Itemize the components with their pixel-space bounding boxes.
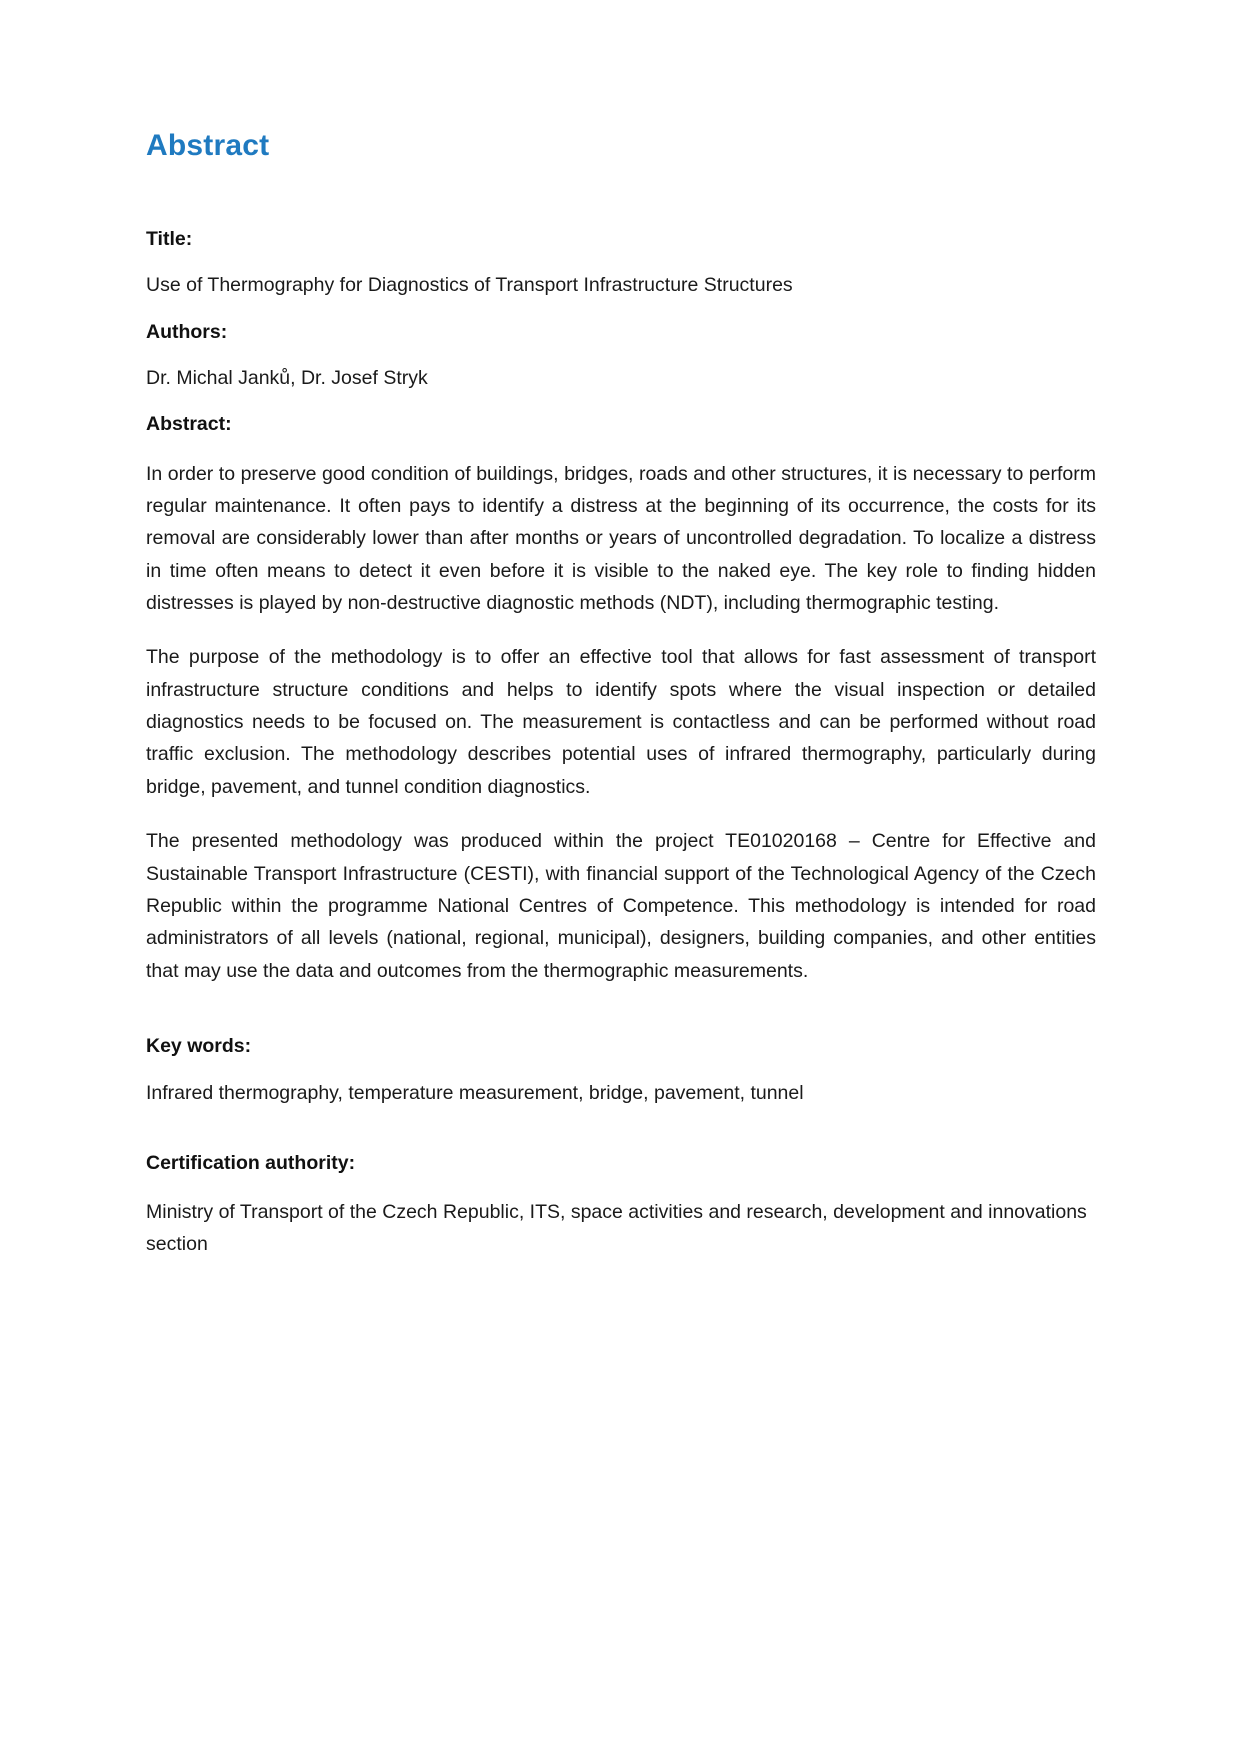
title-label: Title: (146, 228, 193, 250)
spacer-before-keywords (146, 987, 1096, 1033)
certification-authority-value: Ministry of Transport of the Czech Republic, ITS, space activities and research, development and innovations section (146, 1200, 1087, 1256)
authors-label: Authors: (146, 320, 228, 343)
keywords-value: Infrared thermography, temperature measurement, bridge, pavement, tunnel (146, 1082, 804, 1105)
keywords-label: Key words: (146, 1034, 252, 1057)
abstract-paragraph-3: The presented methodology was produced within the project TE01020168 – Centre for Effective and Sustainable Transport Infrastructure (CESTI), with financial support of the Technological Agency of the Czech Republic within the programme National Centres of Competence. This methodology is intended for road administrators of all levels (national, regional, municipal), designers, building companies, and other entities that may use the data and outcomes from the thermographic measurements. (146, 830, 1096, 982)
certification-authority-label: Certification authority: (146, 1151, 356, 1174)
authors-value: Dr. Michal Janků, Dr. Josef Stryk (146, 366, 428, 389)
spacer-before-certification (146, 1108, 1096, 1150)
page-title: Abstract (146, 129, 270, 162)
page-content (146, 128, 1096, 1261)
abstract-paragraph-1: In order to preserve good condition of buildings, bridges, roads and other structures, it is necessary to perform regular maintenance. It often pays to identify a distress at the beginning of its occurrence, the costs for its removal are considerably lower than after months or years of uncontrolled degradation. To localize a distress in time often means to detect it even before it is visible to the naked eye. The key role to finding hidden distresses is played by non-destructive diagnostic methods (NDT), including thermographic testing. (146, 462, 1096, 614)
abstract-paragraph-2: The purpose of the methodology is to offer an effective tool that allows for fast assessment of transport infrastructure structure conditions and helps to identify spots where the visual inspection or detailed diagnostics needs to be focused on. The measurement is contactless and can be performed without road traffic exclusion. The methodology describes potential uses of infrared thermography, particularly during bridge, pavement, and tunnel condition diagnostics. (146, 646, 1096, 798)
abstract-label: Abstract: (146, 413, 232, 436)
title-value: Use of Thermography for Diagnostics of Transport Infrastructure Structures (146, 274, 793, 297)
